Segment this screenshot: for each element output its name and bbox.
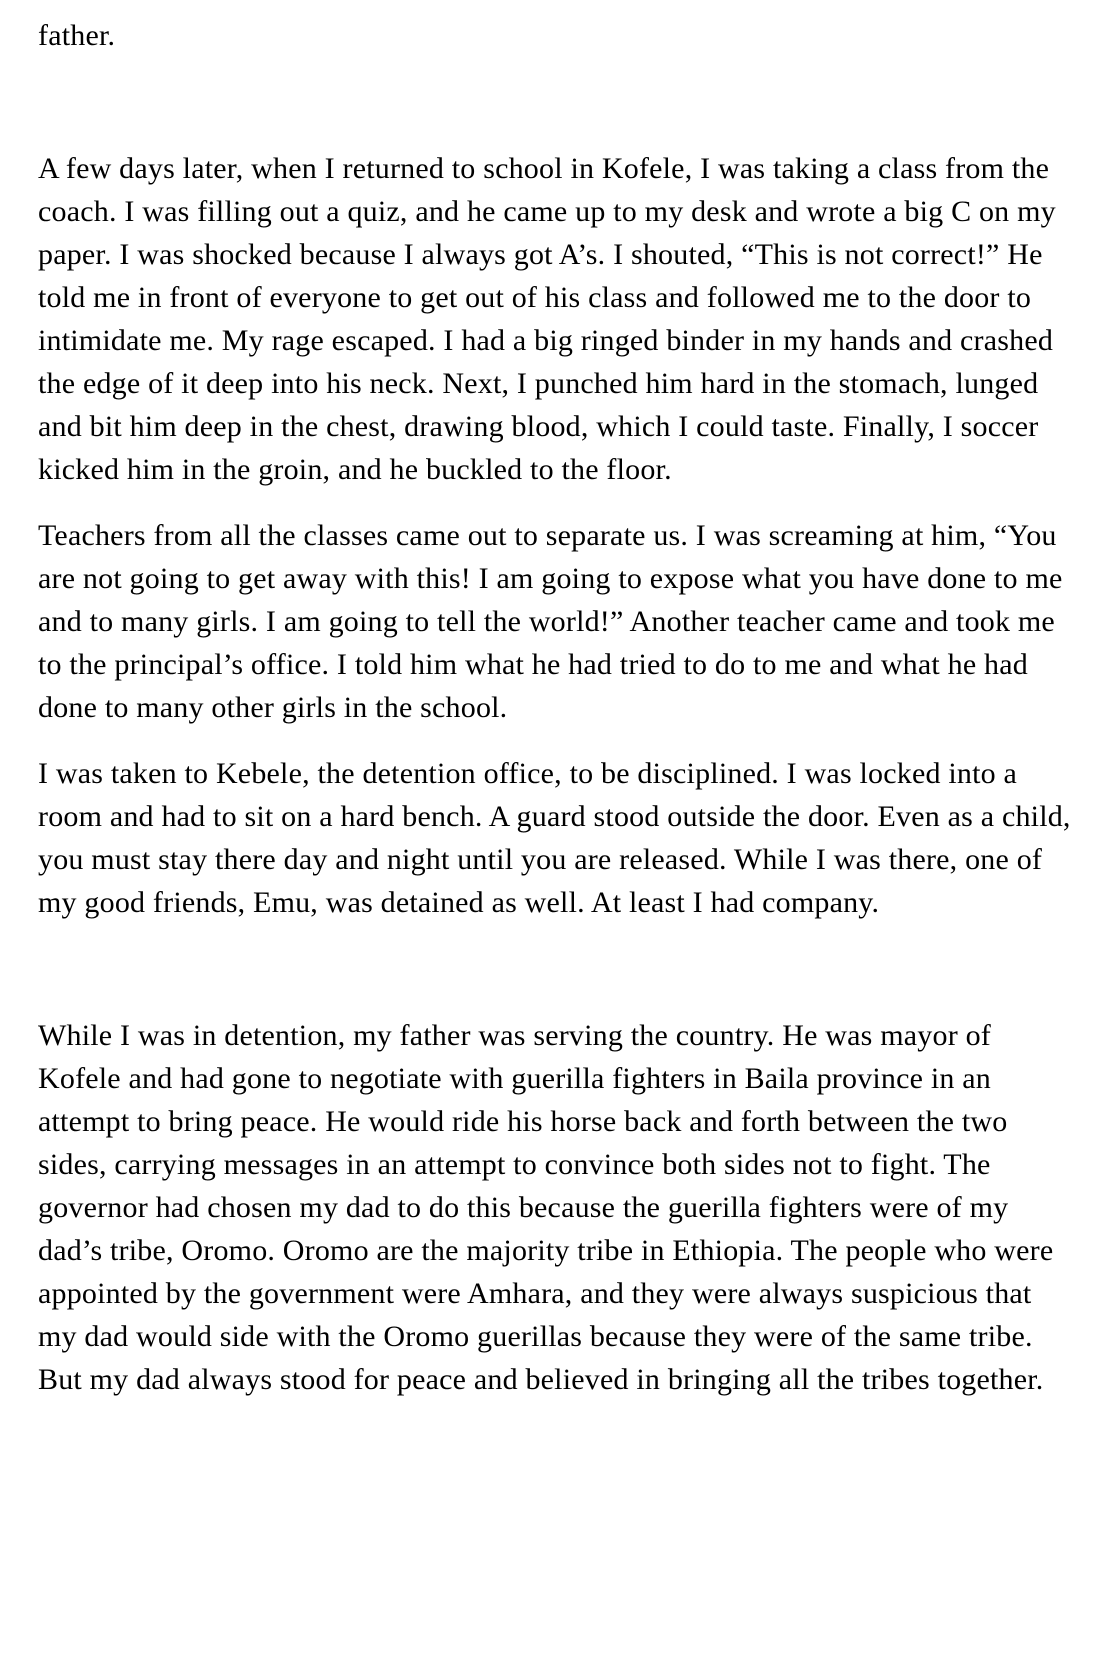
paragraph-school-incident: A few days later, when I returned to school in Kofele, I was taking a class from the coach. I was filling out a quiz, and he came up to my desk and wrote a big C on my paper. I was shocked because I always got A’s. I shouted, “This is not correct!” He told me in front of everyone to get out of his class and followed me to the door to intimidate me. My rage escaped. I had a big ringed binder in my hands and crashed the edge of it deep into his neck. Next, I punched him hard in the stomach, lunged and bit him deep in the chest, drawing blood, which I could taste. Finally, I soccer kicked him in the groin, and he buckled to the floor. bbox=[38, 152, 1056, 486]
paragraph-fragment-father: father. bbox=[38, 19, 116, 52]
paragraph-father-mayor: While I was in detention, my father was serving the country. He was mayor of Kofele and had gone to negotiate with guerilla fighters in Baila province in an attempt to bring peace. He would ride his horse back and forth between the two sides, carrying messages in an attempt to convince both sides not to fight. The governor had chosen my dad to do this because the guerilla fighters were of my dad’s tribe, Oromo. Oromo are the majority tribe in Ethiopia. The people who were appointed by the government were Amhara, and they were always suspicious that my dad would side with the Oromo guerillas because they were of the same tribe. But my dad always stood for peace and believed in bringing all the tribes together. bbox=[38, 1019, 1054, 1396]
paragraph-kebele-detention: I was taken to Kebele, the detention office, to be disciplined. I was locked into a room and had to sit on a hard bench. A guard stood outside the door. Even as a child, you must stay there day and night until you are released. While I was there, one of my good friends, Emu, was detained as well. At least I had company. bbox=[38, 757, 1071, 919]
paragraph-teachers-separate: Teachers from all the classes came out to separate us. I was screaming at him, “You are not going to get away with this! I am going to expose what you have done to me and to many girls. I am going to tell the world!” Another teacher came and took me to the principal’s office. I told him what he had tried to do to me and what he had done to many other girls in the school. bbox=[38, 519, 1063, 724]
